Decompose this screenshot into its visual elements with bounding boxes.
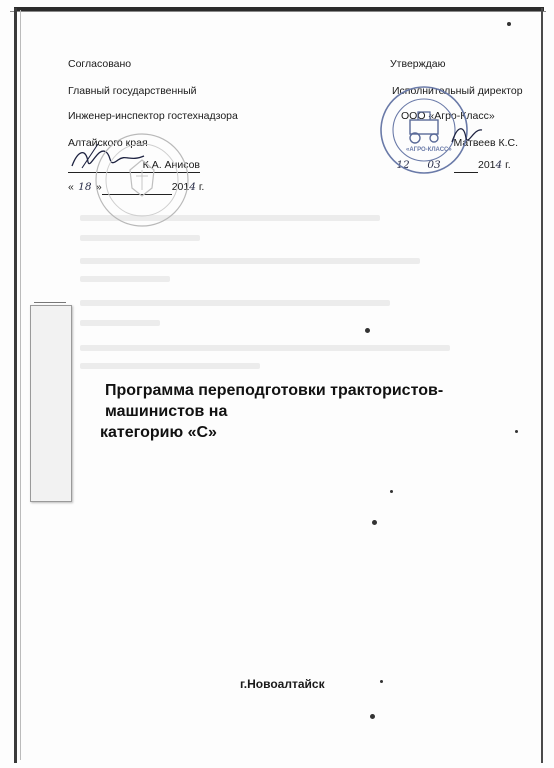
scan-edge-left-shadow [20,10,21,760]
approval-right-date-day: 12 [396,159,410,171]
approval-right-date-year-hand: 4 [495,159,503,171]
punch-hole [365,328,370,333]
approval-left-date-day: 18 [78,181,92,193]
company-stamp-text: «АГРО-КЛАСС» [406,147,452,153]
punch-hole [515,430,518,433]
approval-right-date-year: 201 [478,159,496,171]
approval-right-date-suffix: г. [505,159,511,171]
punch-hole [507,22,511,26]
date-quote-open: « [68,181,74,193]
approval-right-line3: ООО «Агро-Класс» [401,110,495,122]
document-title-line1: Программа переподготовки трактористов-машинистов на [105,382,444,420]
punch-hole [390,490,393,493]
approval-left-date-year: 201 [171,181,190,193]
date-quote-close: » [95,181,102,193]
bleed-through-line [80,258,420,264]
approval-right-signatory: Матвеев К.С. [453,137,518,149]
approval-left-line1: Согласовано [68,58,132,70]
document-title [100,380,540,443]
approval-right-date-month: 03 [427,159,441,171]
approval-left-line4: Алтайского края [68,137,148,149]
punch-hole [372,520,377,525]
approval-left-line2: Главный государственный [68,85,197,97]
approval-left-date-year-hand: 4 [189,181,196,193]
official-seal-left [92,130,192,230]
approval-right-line1: Утверждаю [390,58,446,70]
handwritten-signature-right [448,120,488,150]
bleed-through-line [80,276,170,282]
bleed-through-line [80,320,160,326]
binding-clip [30,305,72,502]
scan-edge-right [541,8,543,763]
bleed-through-line [80,235,200,241]
punch-hole [370,714,375,719]
scan-edge-left [14,8,17,763]
punch-hole [380,680,383,683]
approval-right-line2: Исполнительный директор [392,85,523,97]
scan-edge-top-shadow [10,11,546,12]
document-title-line2: категорию «С» [100,424,217,441]
bleed-through-line [80,300,390,306]
approval-left-line3: Инженер-инспектор гостехнадзора [68,110,238,122]
approval-left-signatory: К.А. Анисов [142,159,200,171]
approval-left-date-suffix: г. [198,181,205,193]
document-city: г.Новоалтайск [240,677,325,691]
bleed-through-line [80,345,450,351]
bleed-through-line [80,363,260,369]
